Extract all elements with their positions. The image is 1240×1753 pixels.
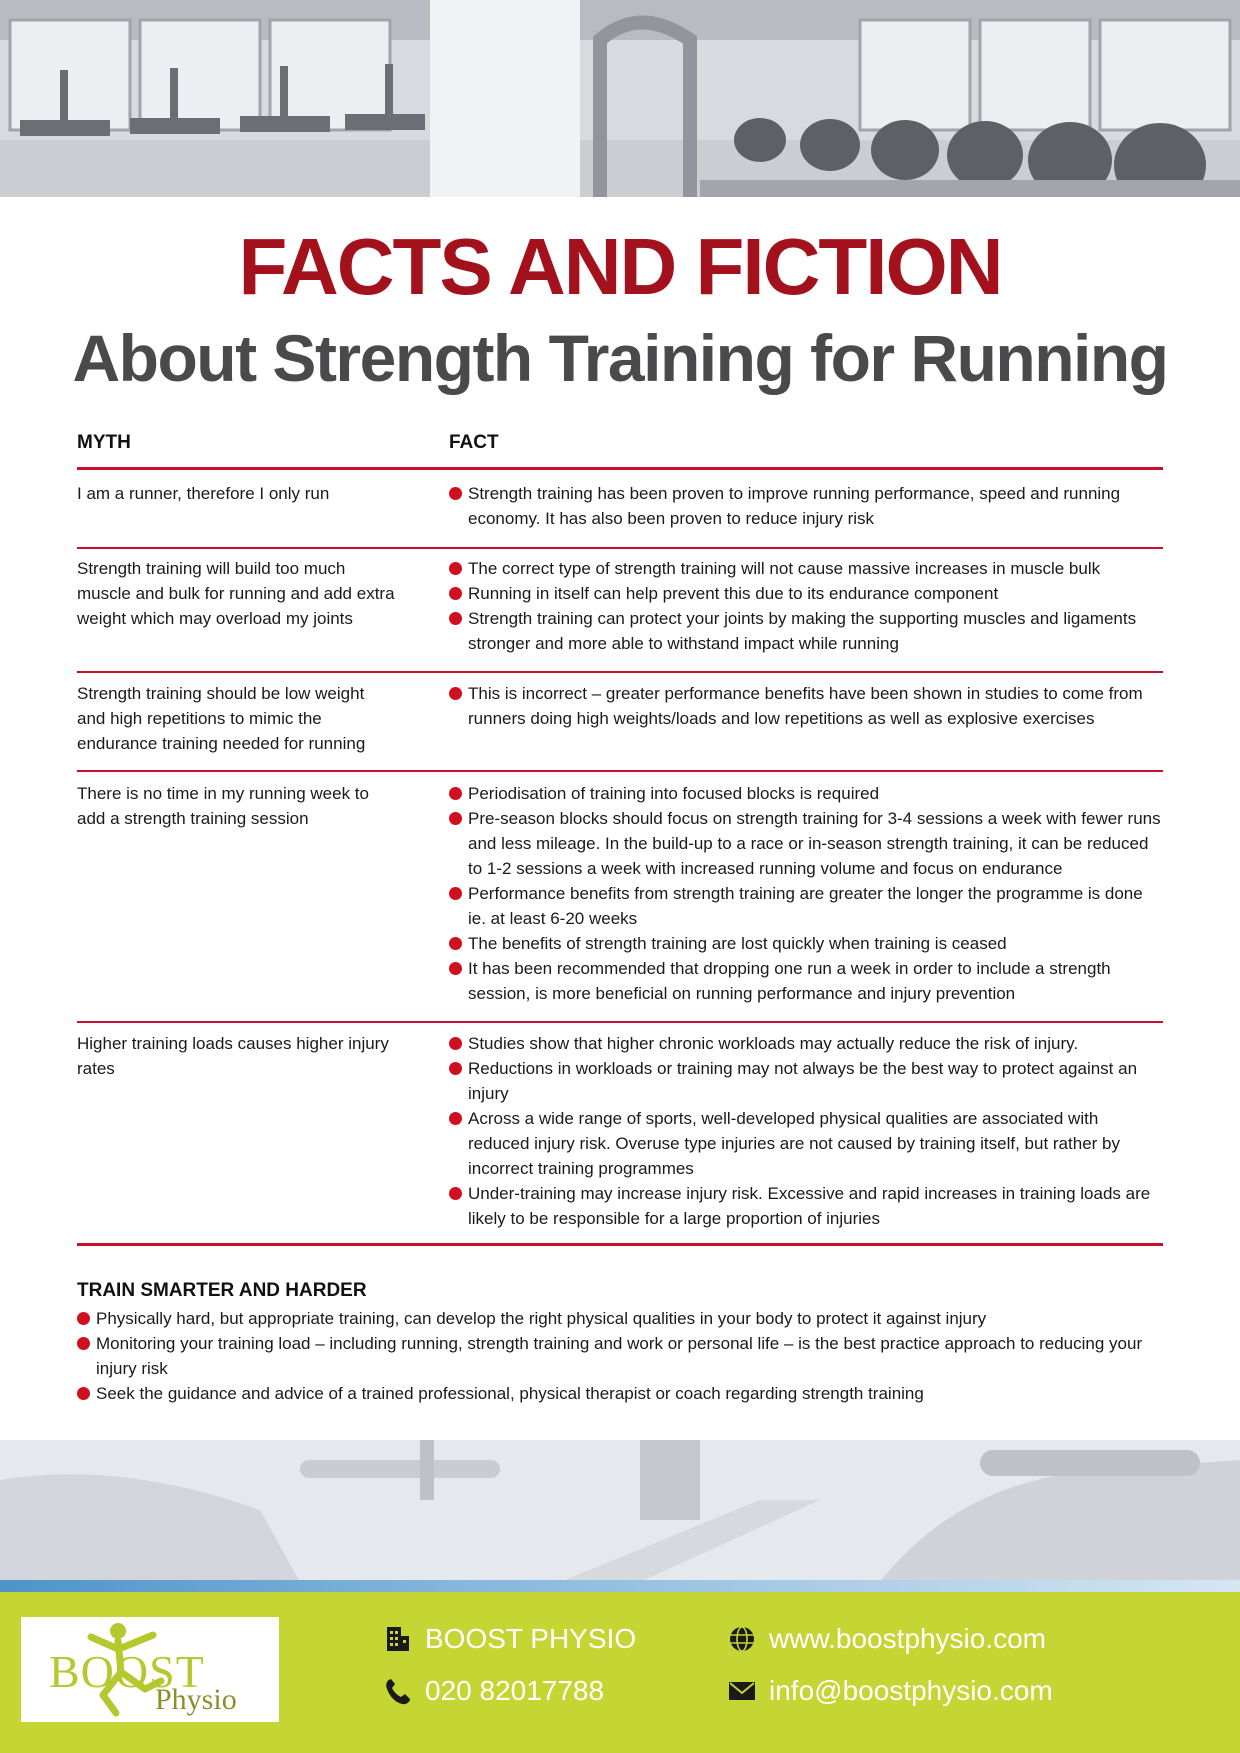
fact-item	[449, 881, 1163, 931]
fact-item	[449, 806, 1163, 881]
bullet-icon	[449, 487, 462, 500]
bullet-icon	[449, 587, 462, 600]
table-header	[77, 430, 1163, 468]
column-header-myth: MYTH	[77, 432, 131, 453]
tip-text: Seek the guidance and advice of a trained professional, physical therapist or coach regarding strength training	[96, 1384, 924, 1403]
fact-item	[449, 931, 1163, 956]
footer	[0, 1592, 1240, 1753]
fact-text: Under-training may increase injury risk. Excessive and rapid increases in training loads are likely to be responsible for a large proportion of injuries	[468, 1184, 1151, 1228]
bullet-icon	[449, 787, 462, 800]
fact-text: Periodisation of training into focused blocks is required	[468, 784, 880, 803]
gym-photo-illustration	[0, 0, 1240, 197]
building-icon	[383, 1624, 413, 1654]
envelope-icon	[727, 1676, 757, 1706]
fact-text: Strength training has been proven to improve running performance, speed and running economy. It has also been proven to reduce injury risk	[468, 484, 1121, 528]
logo-text-boost: BOOST	[49, 1646, 205, 1697]
bottom-gym-photo	[0, 1440, 1240, 1582]
bullet-icon	[449, 562, 462, 575]
fact-text: The correct type of strength training will not cause massive increases in muscle bulk	[468, 559, 1101, 578]
logo-text-physio: Physio	[155, 1683, 237, 1716]
row-divider	[77, 547, 1163, 549]
fact-item	[449, 681, 1163, 731]
tip-item	[77, 1381, 1167, 1406]
bullet-icon	[449, 1187, 462, 1200]
fact-item	[449, 781, 1163, 806]
myth-text: Strength training will build too much muscle and bulk for running and add extra weight which may overload my joints	[77, 559, 395, 628]
fact-text: Across a wide range of sports, well-developed physical qualities are associated with reduced injury risk. Overuse type injuries are not caused by training itself, but rather by incorrect training programmes	[468, 1109, 1120, 1178]
bullet-icon	[449, 612, 462, 625]
fact-item	[449, 1106, 1163, 1181]
tip-item	[77, 1306, 1167, 1331]
tip-text: Monitoring your training load – including running, strength training and work or personal life – is the best practice approach to reducing your injury risk	[96, 1334, 1143, 1378]
myth-text: Strength training should be low weight and high repetitions to mimic the endurance training needed for running	[77, 684, 366, 753]
bullet-icon	[449, 687, 462, 700]
bullet-icon	[449, 812, 462, 825]
row-divider	[77, 1021, 1163, 1023]
fact-item	[449, 606, 1163, 656]
tip-item	[77, 1331, 1167, 1381]
fact-item	[449, 481, 1163, 531]
fact-text: It has been recommended that dropping one run a week in order to include a strength session, is more beneficial on running performance and injury prevention	[468, 959, 1111, 1003]
table-header-rule	[77, 467, 1163, 470]
tip-text: Physically hard, but appropriate training, can develop the right physical qualities in your body to protect it against injury	[96, 1309, 987, 1328]
fact-text: Strength training can protect your joints by making the supporting muscles and ligaments stronger and more able to withstand impact while running	[468, 609, 1137, 653]
phone-number[interactable]: 020 82017788	[425, 1675, 605, 1706]
fact-text: Reductions in workloads or training may not always be the best way to protect against an injury	[468, 1059, 1138, 1103]
row-divider	[77, 671, 1163, 673]
fact-text: This is incorrect – greater performance benefits have been shown in studies to come from runners doing high weights/loads and low repetitions as well as explosive exercises	[468, 684, 1143, 728]
bullet-icon	[449, 962, 462, 975]
gym-equipment-illustration	[0, 1440, 1240, 1582]
myth-text: There is no time in my running week to add a strength training session	[77, 784, 369, 828]
fact-item	[449, 556, 1163, 581]
fact-text: Running in itself can help prevent this due to its endurance component	[468, 584, 999, 603]
fact-text: The benefits of strength training are lost quickly when training is ceased	[468, 934, 1007, 953]
myth-text: I am a runner, therefore I only run	[77, 484, 330, 503]
page-subtitle: About Strength Training for Running	[72, 321, 1168, 395]
fact-item	[449, 1031, 1163, 1056]
bullet-icon	[77, 1337, 90, 1350]
bullet-icon	[449, 887, 462, 900]
email-link[interactable]: info@boostphysio.com	[769, 1675, 1053, 1706]
fact-text: Studies show that higher chronic workloads may actually reduce the risk of injury.	[468, 1034, 1079, 1053]
fact-list	[449, 781, 1163, 1006]
bullet-icon	[449, 937, 462, 950]
row-divider	[77, 770, 1163, 772]
bullet-icon	[449, 1112, 462, 1125]
myth-text: Higher training loads causes higher injury rates	[77, 1034, 389, 1078]
column-header-fact: FACT	[449, 432, 499, 453]
bullet-icon	[77, 1312, 90, 1325]
fact-list	[449, 1031, 1163, 1231]
bullet-icon	[449, 1037, 462, 1050]
boost-physio-logo	[21, 1617, 279, 1722]
phone-icon	[383, 1676, 413, 1706]
bullet-icon	[449, 1062, 462, 1075]
fact-item	[449, 1181, 1163, 1231]
fact-list	[449, 681, 1163, 731]
tips-list	[77, 1306, 1167, 1406]
fact-text: Performance benefits from strength training are greater the longer the programme is done ie. at least 6-20 weeks	[468, 884, 1143, 928]
page-title: FACTS AND FICTION	[238, 222, 1002, 311]
fact-list	[449, 556, 1163, 656]
fact-item	[449, 956, 1163, 1006]
fact-text: Pre-season blocks should focus on strength training for 3-4 sessions a week with fewer runs and less mileage. In the build-up to a race or in-season strength training, it can be reduced to 1-2 sessions a week with increased running volume and focus on endurance	[468, 809, 1161, 878]
tips-heading: TRAIN SMARTER AND HARDER	[77, 1280, 367, 1301]
fact-item	[449, 1056, 1163, 1106]
globe-icon	[727, 1624, 757, 1654]
table-bottom-rule	[77, 1243, 1163, 1246]
fact-list	[449, 481, 1163, 531]
website-link[interactable]: www.boostphysio.com	[769, 1623, 1047, 1654]
hero-gym-photo	[0, 0, 1240, 197]
accent-strip	[0, 1580, 1240, 1592]
bullet-icon	[77, 1387, 90, 1400]
fact-item	[449, 581, 1163, 606]
company-name: BOOST PHYSIO	[425, 1623, 637, 1654]
